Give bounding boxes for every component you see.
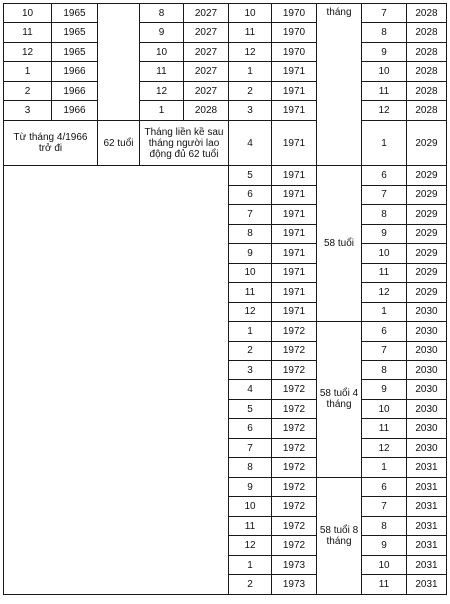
empty-area: [4, 166, 229, 595]
retire-month-cell: 8: [362, 360, 407, 379]
retire-year-cell: 2031: [407, 497, 447, 516]
age-group-label: 58 tuổi: [317, 166, 362, 322]
retire-month-cell: 12: [362, 283, 407, 302]
retire-year-cell: 2028: [407, 62, 447, 81]
birth-year-cell: 1971: [272, 205, 317, 224]
retire-year-cell: 2029: [407, 166, 447, 185]
retire-month-cell: 9: [362, 224, 407, 243]
birth-month-cell: 2: [229, 81, 272, 100]
age-cell: 62 tuổi: [98, 120, 140, 165]
retire-year-cell: 2030: [407, 341, 447, 360]
retire-month-cell: 8: [140, 4, 184, 23]
birth-year-cell: 1970: [272, 23, 317, 42]
birth-year-cell: 1971: [272, 81, 317, 100]
birth-year-cell: 1971: [272, 263, 317, 282]
birth-month-cell: 12: [4, 42, 52, 61]
birth-year-cell: 1971: [272, 101, 317, 120]
birth-month-cell: 11: [229, 23, 272, 42]
from-month-label: Từ tháng 4/1966 trở đi: [4, 120, 98, 165]
table-row: [4, 4, 447, 23]
retire-year-cell: 2030: [407, 438, 447, 457]
retire-month-cell: 7: [362, 341, 407, 360]
retire-month-cell: 1: [362, 458, 407, 477]
retirement-age-table: [3, 3, 447, 595]
retire-year-cell: 2029: [407, 120, 447, 165]
birth-month-cell: 2: [229, 575, 272, 595]
birth-year-cell: 1973: [272, 575, 317, 595]
birth-month-cell: 12: [229, 302, 272, 321]
birth-year-cell: 1971: [272, 244, 317, 263]
retire-month-cell: 6: [362, 166, 407, 185]
birth-month-cell: 1: [229, 62, 272, 81]
birth-year-cell: 1972: [272, 497, 317, 516]
retire-year-cell: 2030: [407, 302, 447, 321]
retire-month-cell: 12: [362, 101, 407, 120]
birth-year-cell: 1972: [272, 516, 317, 535]
retire-year-cell: 2027: [184, 81, 229, 100]
retire-month-cell: 9: [362, 42, 407, 61]
retire-month-cell: 11: [362, 419, 407, 438]
table-row: [4, 101, 447, 120]
birth-year-cell: 1972: [272, 322, 317, 341]
retire-year-cell: 2030: [407, 360, 447, 379]
table-row: [4, 81, 447, 100]
retire-month-cell: 10: [362, 555, 407, 574]
birth-month-cell: 9: [229, 477, 272, 496]
retire-year-cell: 2029: [407, 263, 447, 282]
retire-month-cell: 8: [362, 23, 407, 42]
birth-month-cell: 11: [229, 283, 272, 302]
birth-month-cell: 11: [4, 23, 52, 42]
table-row: [4, 120, 447, 165]
retire-year-cell: 2028: [407, 4, 447, 23]
birth-year-cell: 1971: [272, 166, 317, 185]
retire-year-cell: 2031: [407, 575, 447, 595]
birth-month-cell: 3: [229, 101, 272, 120]
retire-month-cell: 10: [140, 42, 184, 61]
retire-year-cell: 2030: [407, 399, 447, 418]
birth-year-cell: 1970: [272, 42, 317, 61]
retire-month-cell: 6: [362, 322, 407, 341]
retire-year-cell: 2029: [407, 205, 447, 224]
retire-year-cell: 2028: [184, 101, 229, 120]
retire-month-cell: 10: [362, 399, 407, 418]
age-group-label: tháng: [317, 4, 362, 166]
retire-year-cell: 2028: [407, 101, 447, 120]
age-group-label: 58 tuổi 4 tháng: [317, 322, 362, 478]
retire-year-cell: 2028: [407, 81, 447, 100]
birth-month-cell: 1: [229, 322, 272, 341]
retire-month-cell: 9: [140, 23, 184, 42]
birth-month-cell: 1: [4, 62, 52, 81]
retire-year-cell: 2030: [407, 419, 447, 438]
birth-year-cell: 1972: [272, 399, 317, 418]
birth-month-cell: 6: [229, 419, 272, 438]
retire-month-cell: 11: [362, 575, 407, 595]
retire-year-cell: 2027: [184, 42, 229, 61]
retire-year-cell: 2029: [407, 185, 447, 204]
table-row: [4, 23, 447, 42]
retire-year-cell: 2031: [407, 536, 447, 555]
retire-year-cell: 2029: [407, 244, 447, 263]
retire-year-cell: 2030: [407, 322, 447, 341]
birth-month-cell: 10: [229, 263, 272, 282]
birth-month-cell: 3: [4, 101, 52, 120]
retire-year-cell: 2031: [407, 477, 447, 496]
birth-year-cell: 1971: [272, 224, 317, 243]
retire-month-cell: 9: [362, 380, 407, 399]
retire-year-cell: 2031: [407, 516, 447, 535]
retire-month-cell: 10: [362, 62, 407, 81]
birth-month-cell: 3: [229, 360, 272, 379]
birth-year-cell: 1970: [272, 4, 317, 23]
birth-month-cell: 10: [229, 4, 272, 23]
birth-month-cell: 5: [229, 166, 272, 185]
retire-month-cell: 7: [362, 4, 407, 23]
retire-year-cell: 2030: [407, 380, 447, 399]
retire-month-cell: 6: [362, 477, 407, 496]
birth-year-cell: 1971: [272, 302, 317, 321]
birth-year-cell: 1965: [52, 42, 98, 61]
birth-month-cell: 1: [229, 555, 272, 574]
retire-year-cell: 2031: [407, 458, 447, 477]
birth-month-cell: 8: [229, 224, 272, 243]
retire-month-cell: 1: [362, 302, 407, 321]
retire-month-cell: 11: [140, 62, 184, 81]
retire-month-cell: 12: [362, 438, 407, 457]
retire-month-cell: 8: [362, 516, 407, 535]
birth-year-cell: 1973: [272, 555, 317, 574]
retire-year-cell: 2027: [184, 23, 229, 42]
retire-month-cell: 9: [362, 536, 407, 555]
retire-year-cell: 2029: [407, 283, 447, 302]
retire-time-label: Tháng liền kề sau tháng người lao động đủ 62 tuổi: [140, 120, 229, 165]
birth-month-cell: 4: [229, 380, 272, 399]
birth-month-cell: 4: [229, 120, 272, 165]
retire-month-cell: 7: [362, 185, 407, 204]
birth-month-cell: 6: [229, 185, 272, 204]
retire-month-cell: 11: [362, 263, 407, 282]
birth-year-cell: 1971: [272, 283, 317, 302]
table-body: [4, 4, 447, 595]
birth-year-cell: 1965: [52, 23, 98, 42]
birth-month-cell: 10: [4, 4, 52, 23]
birth-year-cell: 1972: [272, 458, 317, 477]
birth-year-cell: 1971: [272, 120, 317, 165]
retire-year-cell: 2027: [184, 62, 229, 81]
age-group-label: 58 tuổi 8 tháng: [317, 477, 362, 594]
birth-year-cell: 1972: [272, 438, 317, 457]
birth-month-cell: 2: [4, 81, 52, 100]
retire-year-cell: 2029: [407, 224, 447, 243]
retire-month-cell: 8: [362, 205, 407, 224]
age-cell-blank: [98, 4, 140, 121]
table-row: [4, 166, 447, 185]
birth-month-cell: 11: [229, 516, 272, 535]
retire-month-cell: 1: [362, 120, 407, 165]
birth-month-cell: 12: [229, 42, 272, 61]
retire-year-cell: 2031: [407, 555, 447, 574]
birth-month-cell: 8: [229, 458, 272, 477]
birth-year-cell: 1965: [52, 4, 98, 23]
retire-year-cell: 2028: [407, 23, 447, 42]
birth-year-cell: 1972: [272, 380, 317, 399]
retire-month-cell: 11: [362, 81, 407, 100]
birth-year-cell: 1971: [272, 62, 317, 81]
birth-month-cell: 5: [229, 399, 272, 418]
birth-month-cell: 2: [229, 341, 272, 360]
birth-month-cell: 10: [229, 497, 272, 516]
retire-month-cell: 10: [362, 244, 407, 263]
birth-year-cell: 1972: [272, 419, 317, 438]
retire-year-cell: 2027: [184, 4, 229, 23]
birth-year-cell: 1966: [52, 62, 98, 81]
birth-year-cell: 1972: [272, 360, 317, 379]
retire-month-cell: 7: [362, 497, 407, 516]
birth-month-cell: 7: [229, 205, 272, 224]
table-row: [4, 62, 447, 81]
birth-year-cell: 1966: [52, 101, 98, 120]
retire-month-cell: 1: [140, 101, 184, 120]
birth-year-cell: 1972: [272, 536, 317, 555]
birth-month-cell: 12: [229, 536, 272, 555]
birth-year-cell: 1972: [272, 477, 317, 496]
birth-year-cell: 1966: [52, 81, 98, 100]
birth-year-cell: 1971: [272, 185, 317, 204]
birth-year-cell: 1972: [272, 341, 317, 360]
retire-year-cell: 2028: [407, 42, 447, 61]
birth-month-cell: 9: [229, 244, 272, 263]
birth-month-cell: 7: [229, 438, 272, 457]
retire-month-cell: 12: [140, 81, 184, 100]
table-row: [4, 42, 447, 61]
